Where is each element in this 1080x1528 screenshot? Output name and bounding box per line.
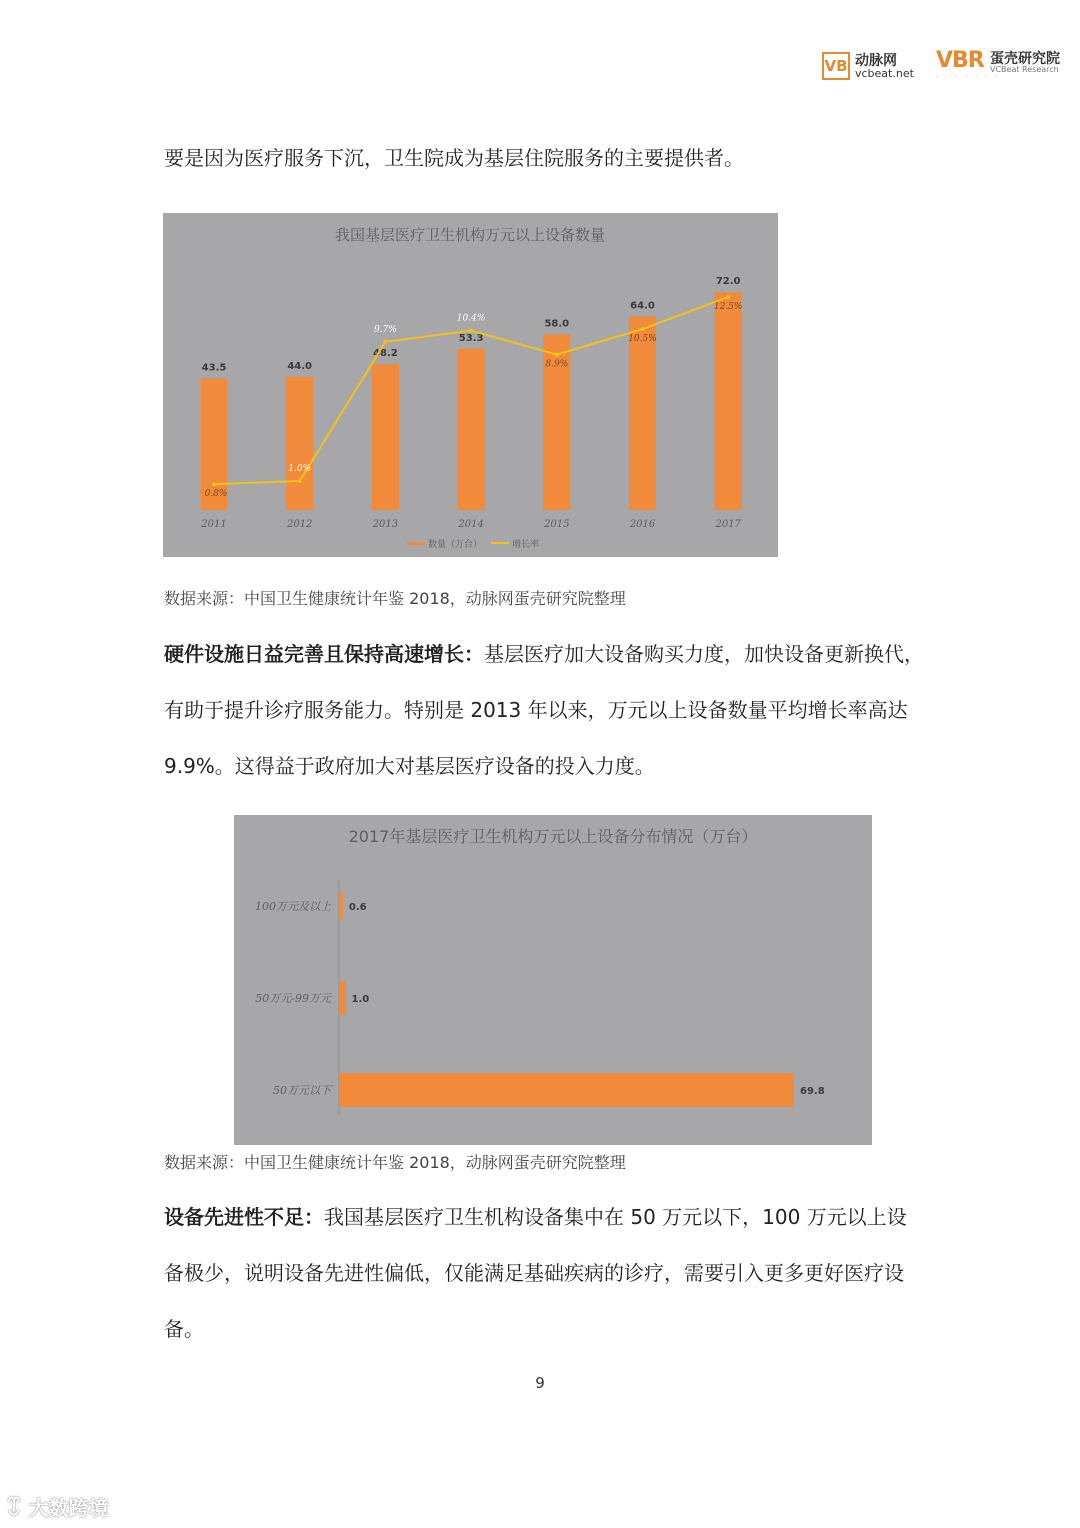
bar-label-2014: 53.3 — [458, 332, 484, 344]
growth-point-2012 — [298, 479, 302, 483]
growth-point-2011 — [212, 482, 216, 486]
vcbeat-logo-mark: VB — [822, 52, 850, 80]
x-tick-2013: 2013 — [372, 519, 399, 530]
watermark-text: 大数跨境 — [28, 1496, 109, 1520]
paragraph-hardware-text: 基层医疗加大设备购买力度，加快设备更新换代，有助于提升诊疗服务能力。特别是 2013 年以来，万元以上设备数量平均增长率高达 9.9%。这得益于政府加大对基层医疗设备的投入力度。 — [164, 642, 924, 778]
vcbeat-logo-name: 动脉网 — [855, 53, 897, 69]
paragraph-advancement-heading: 设备先进性不足： — [164, 1205, 324, 1229]
growth-point-2015 — [555, 353, 559, 357]
growth-label-2014: 10.4% — [456, 313, 486, 324]
page-number: 9 — [535, 1374, 545, 1392]
bar-label-2012: 44.0 — [287, 360, 313, 372]
watermark — [6, 1492, 109, 1521]
bar-label-2015: 58.0 — [544, 318, 570, 330]
growth-point-2014 — [469, 329, 473, 333]
hbar-category-0: 100万元及以上 — [255, 900, 331, 913]
intro-paragraph: 要是因为医疗服务下沉，卫生院成为基层住院服务的主要提供者。 — [164, 146, 744, 170]
vcbeat-logo-url: vcbeat.net — [855, 67, 914, 80]
hbar-value-0: 0.6 — [348, 902, 367, 913]
bar-label-2017: 72.0 — [715, 276, 741, 288]
x-tick-2012: 2012 — [286, 519, 313, 530]
bar-2012 — [286, 377, 313, 510]
x-tick-2014: 2014 — [458, 519, 484, 530]
growth-label-2015: 8.9% — [545, 359, 569, 370]
legend-line-label: 增长率 — [512, 540, 540, 550]
bar-2016 — [629, 316, 656, 510]
x-tick-2016: 2016 — [629, 519, 656, 530]
paragraph-hardware — [164, 626, 924, 794]
growth-label-2012: 1.0% — [288, 464, 312, 474]
source-note-2: 数据来源：中国卫生健康统计年鉴 2018，动脉网蛋壳研究院整理 — [164, 1153, 626, 1172]
hbar-0 — [339, 893, 343, 919]
growth-point-2013 — [383, 340, 387, 344]
hbar-1 — [339, 981, 346, 1015]
bar-2014 — [458, 349, 485, 510]
watermark-logo-icon: ꀪ — [6, 1496, 22, 1520]
hbar-2 — [339, 1073, 794, 1107]
paragraph-hardware-heading: 硬件设施日益完善且保持高速增长： — [164, 642, 484, 666]
growth-label-2016: 10.5% — [628, 334, 657, 344]
x-tick-2011: 2011 — [201, 519, 227, 530]
paragraph-advancement — [164, 1189, 924, 1357]
x-tick-2015: 2015 — [544, 519, 570, 530]
hbar-value-2: 69.8 — [800, 1086, 825, 1097]
chart-device-distribution-title: 2017年基层医疗卫生机构万元以上设备分布情况（万台） — [348, 827, 758, 846]
source-note-1: 数据来源：中国卫生健康统计年鉴 2018，动脉网蛋壳研究院整理 — [164, 589, 626, 608]
growth-point-2016 — [641, 327, 645, 331]
bar-2017 — [715, 292, 742, 510]
growth-point-2017 — [726, 295, 730, 299]
bar-label-2016: 64.0 — [630, 300, 655, 312]
chart-device-distribution — [234, 815, 872, 1145]
bar-2013 — [372, 364, 399, 510]
vbr-logo-sub: VCBeat Research — [990, 65, 1059, 74]
growth-label-2017: 12.5% — [713, 302, 743, 312]
x-tick-2017: 2017 — [715, 519, 741, 530]
legend-bar-swatch — [407, 542, 425, 545]
hbar-category-1: 50万元-99万元 — [255, 992, 331, 1005]
bar-label-2011: 43.5 — [201, 362, 227, 374]
vbr-logo-mark: VBR — [936, 48, 984, 73]
legend-bar-label: 数量（万台） — [428, 540, 483, 550]
vbr-logo-name: 蛋壳研究院 — [990, 51, 1060, 67]
chart-device-count-legend — [407, 538, 539, 550]
hbar-category-2: 50万元以下 — [273, 1084, 331, 1097]
growth-label-2013: 9.7% — [373, 324, 397, 335]
chart-device-distribution-svg — [234, 815, 872, 1145]
chart-device-count-title: 我国基层医疗卫生机构万元以上设备数量 — [334, 226, 606, 244]
hbar-value-1: 1.0 — [351, 994, 370, 1005]
paragraph-advancement-text: 我国基层医疗卫生机构设备集中在 50 万元以下，100 万元以上设备极少，说明设备先进性偏低，仅能满足基础疾病的诊疗，需要引入更多更好医疗设备。 — [164, 1205, 907, 1341]
vbr-logo-dots: · · · · · · · — [936, 74, 1000, 81]
growth-label-2011: 0.8% — [204, 489, 228, 500]
chart-device-count-svg — [163, 213, 778, 557]
vcbeat-logo — [822, 50, 918, 82]
bar-label-2013: 48.2 — [373, 348, 398, 360]
vbr-logo — [936, 48, 1058, 82]
chart-device-count — [163, 213, 778, 557]
